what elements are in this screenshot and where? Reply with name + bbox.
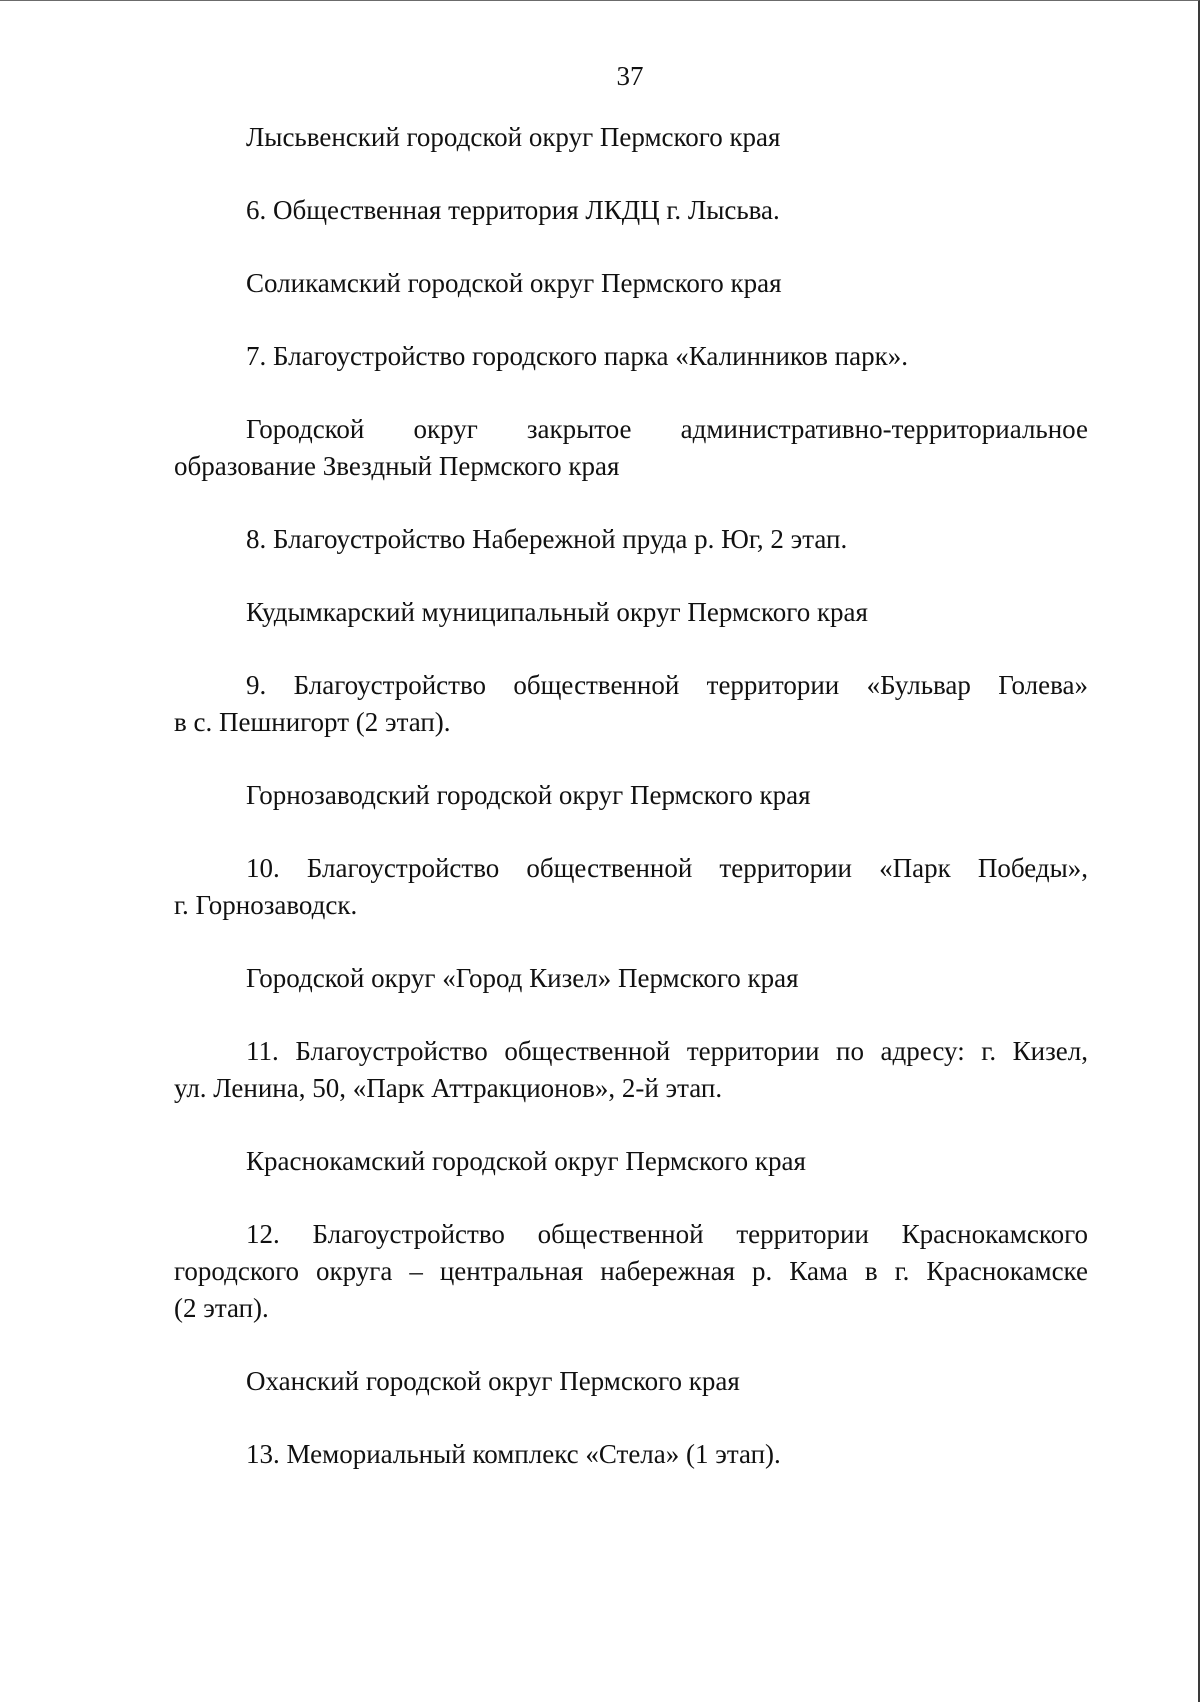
section-heading: Городской округ «Город Кизел» Пермского края: [246, 963, 799, 993]
list-item-line: 10. Благоустройство общественной территории «Парк Победы»,: [246, 853, 1088, 883]
document-body: [174, 119, 1088, 1473]
list-item: [174, 1216, 1088, 1327]
section-heading-line: Городской округ закрытое административно-территориальное: [246, 414, 1088, 444]
list-item: 8. Благоустройство Набережной пруда р. Юг, 2 этап.: [246, 524, 848, 554]
list-item: [174, 1033, 1088, 1107]
list-item-line: (2 этап).: [174, 1293, 269, 1323]
section-heading: Соликамский городской округ Пермского края: [246, 268, 782, 298]
section-heading: Краснокамский городской округ Пермского края: [246, 1146, 806, 1176]
section-heading-multiline: [174, 411, 1088, 485]
list-item-line: 11. Благоустройство общественной территории по адресу: г. Кизел,: [246, 1036, 1088, 1066]
list-item: 6. Общественная территория ЛКДЦ г. Лысьва.: [246, 195, 780, 225]
list-item: [174, 850, 1088, 924]
section-heading: Оханский городской округ Пермского края: [246, 1366, 740, 1396]
list-item-line: в с. Пешнигорт (2 этап).: [174, 707, 451, 737]
section-heading-line: образование Звездный Пермского края: [174, 451, 620, 481]
section-heading: Горнозаводский городской округ Пермского края: [246, 780, 811, 810]
list-item: 13. Мемориальный комплекс «Стела» (1 этап).: [246, 1439, 781, 1469]
list-item: [174, 667, 1088, 741]
page-number: 37: [616, 61, 644, 91]
list-item: 7. Благоустройство городского парка «Калинников парк».: [246, 341, 908, 371]
section-heading: Лысьвенский городской округ Пермского края: [246, 122, 781, 152]
list-item-line: 12. Благоустройство общественной территории Краснокамского: [246, 1219, 1088, 1249]
list-item-line: 9. Благоустройство общественной территории «Бульвар Голева»: [246, 670, 1088, 700]
section-heading: Кудымкарский муниципальный округ Пермского края: [246, 597, 868, 627]
list-item-line: ул. Ленина, 50, «Парк Аттракционов», 2-й этап.: [174, 1073, 723, 1103]
list-item-line: г. Горнозаводск.: [174, 890, 358, 920]
list-item-line: городского округа – центральная набережная р. Кама в г. Краснокамске: [174, 1256, 1088, 1286]
